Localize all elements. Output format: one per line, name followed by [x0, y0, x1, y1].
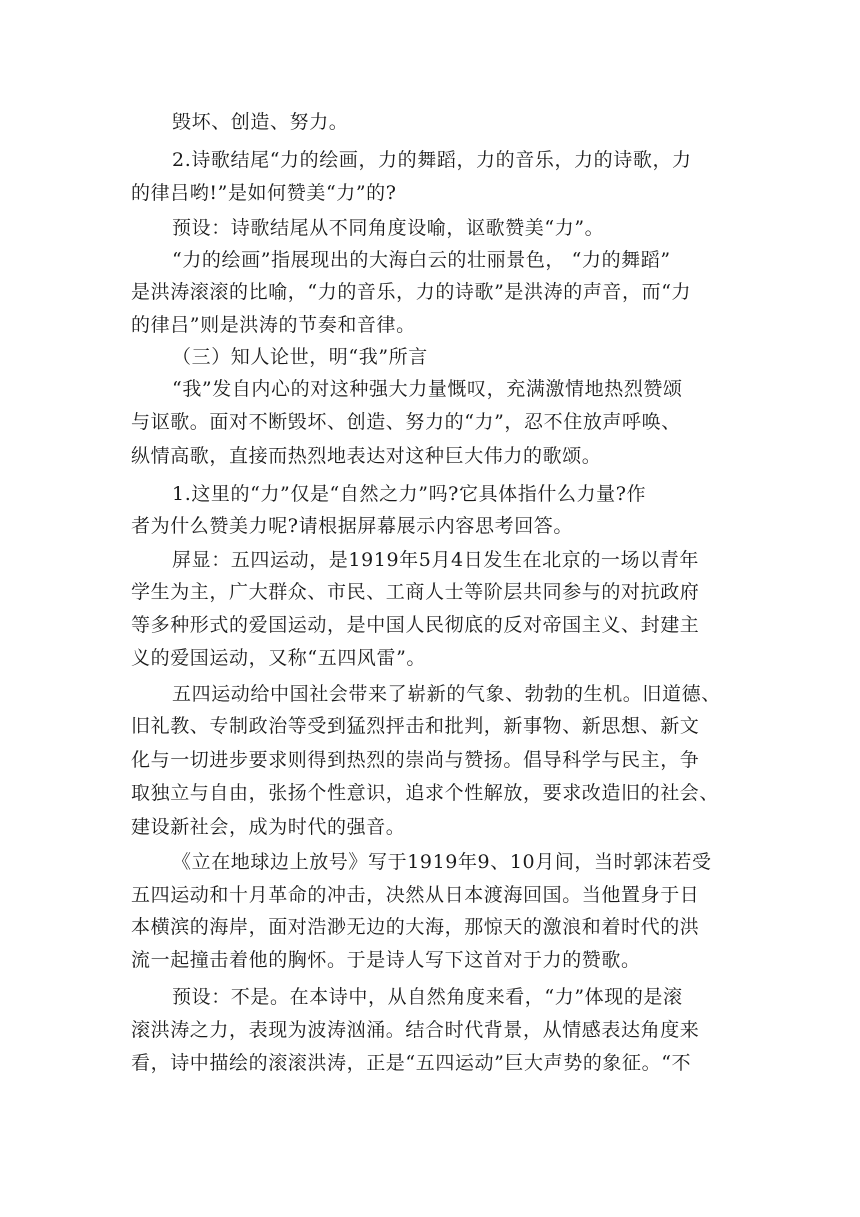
text-line: “力的绘画”指展现出的大海白云的壮丽景色， “力的舞蹈”	[172, 249, 671, 271]
text-line: 滚洪涛之力，表现为波涛汹涌。结合时代背景，从情感表达角度来	[131, 1019, 700, 1041]
text-line: 取独立与自由，张扬个性意识，追求个性解放，要求改造旧的社会、	[131, 782, 720, 804]
text-line: 等多种形式的爱国运动，是中国人民彻底的反对帝国主义、封建主	[131, 614, 700, 636]
text-line: 的律吕哟!”是如何赞美“力”的?	[131, 182, 397, 204]
text-line: 旧礼教、专制政治等受到猛烈抨击和批判，新事物、新思想、新文	[131, 715, 700, 737]
text-line: 看，诗中描绘的滚滚洪涛，正是“五四运动”巨大声势的象征。“不	[131, 1052, 692, 1074]
text-line: 纵情高歌，直接而热烈地表达对这种巨大伟力的歌颂。	[131, 445, 602, 467]
text-line: “我”发自内心的对这种强大力量慨叹，充满激情地热烈赞颂	[172, 378, 683, 400]
text-line: 《立在地球边上放号》写于1919年9、10月间，当时郭沫若受	[172, 851, 712, 873]
text-line: 建设新社会，成为时代的强音。	[131, 816, 406, 838]
text-line: 五四运动和十月革命的冲击，决然从日本渡海回国。当他置身于日	[131, 884, 700, 906]
text-line: 的律吕”则是洪涛的节奏和音律。	[131, 314, 416, 336]
text-line: 2.诗歌结尾“力的绘画，力的舞蹈，力的音乐，力的诗歌，力	[172, 149, 692, 171]
text-line: 屏显：五四运动，是1919年5月4日发生在北京的一场以青年	[172, 549, 699, 571]
section-heading: （三）知人论世，明“我”所言	[172, 346, 428, 368]
text-line: 学生为主，广大群众、市民、工商人士等阶层共同参与的对抗政府	[131, 581, 700, 603]
text-line: 是洪涛滚滚的比喻，“力的音乐，力的诗歌”是洪涛的声音，而“力	[131, 281, 692, 303]
text-line: 者为什么赞美力呢?请根据屏幕展示内容思考回答。	[131, 515, 573, 537]
text-line: 与讴歌。面对不断毁坏、创造、努力的“力”，忍不住放声呼唤、	[131, 411, 681, 433]
text-line: 本横滨的海岸，面对浩渺无边的大海，那惊天的激浪和着时代的洪	[131, 916, 700, 938]
text-line: 五四运动给中国社会带来了崭新的气象、勃勃的生机。旧道德、	[172, 683, 721, 705]
text-line: 流一起撞击着他的胸怀。于是诗人写下这首对于力的赞歌。	[131, 949, 641, 971]
text-line: 化与一切进步要求则得到热烈的崇尚与赞扬。倡导科学与民主，争	[131, 749, 700, 771]
text-line: 预设：不是。在本诗中，从自然角度来看，“力”体现的是滚	[172, 986, 683, 1008]
text-line: 预设：诗歌结尾从不同角度设喻，讴歌赞美“力”。	[172, 217, 605, 239]
text-line: 1.这里的“力”仅是“自然之力”吗?它具体指什么力量?作	[172, 483, 647, 505]
text-line: 义的爱国运动，又称“五四风雷”。	[131, 647, 427, 669]
text-line: 毁坏、创造、努力。	[172, 111, 349, 133]
